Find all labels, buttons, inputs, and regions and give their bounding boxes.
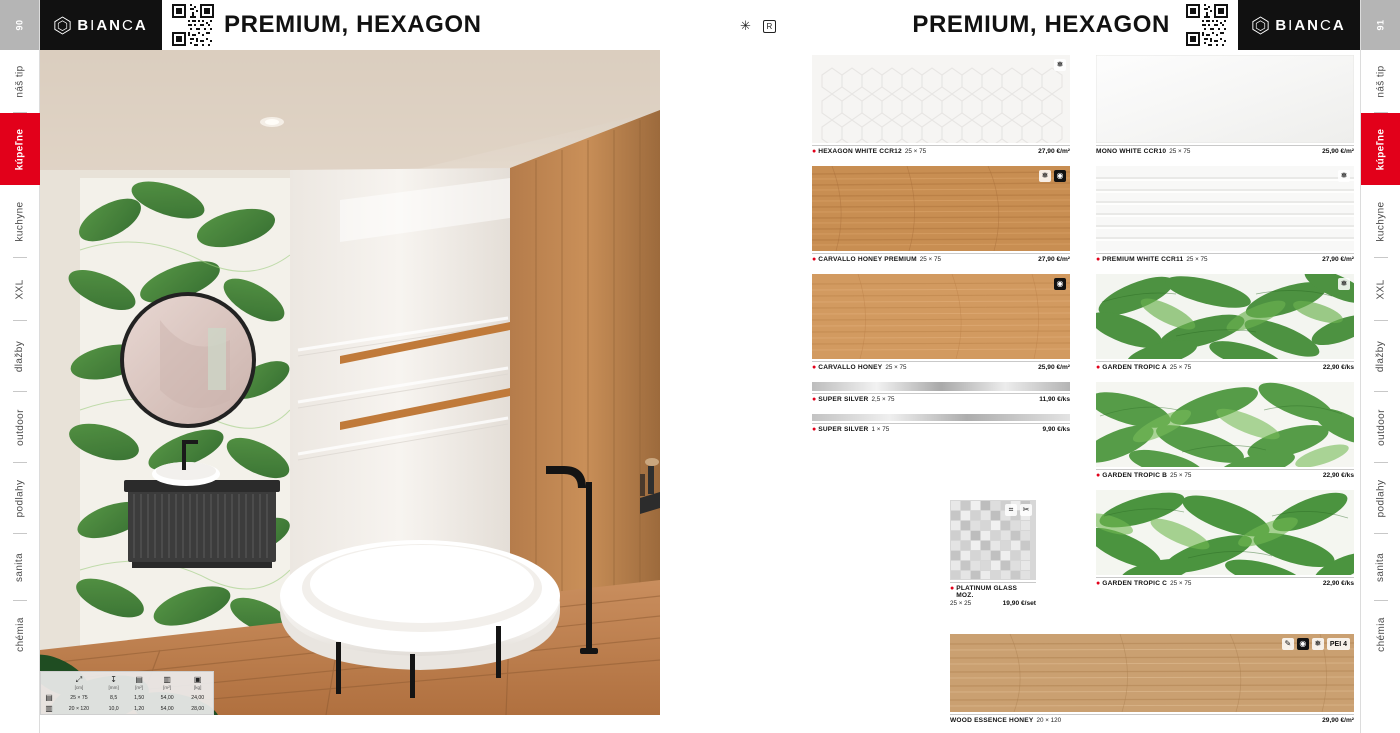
frost-icon: ❅	[1054, 59, 1066, 71]
product-price: 22,90 €/ks	[1322, 580, 1354, 587]
left-side-tabs	[0, 0, 40, 733]
badge-group	[1338, 170, 1350, 182]
frost-icon: ❅	[1338, 170, 1350, 182]
product-image-wood-essence-honey	[950, 634, 1354, 712]
sidebar-item-dlazby-left[interactable]: dlažby	[14, 340, 26, 372]
left-page-header	[40, 0, 660, 50]
product-caption	[950, 582, 1036, 607]
product-caption	[812, 423, 1070, 433]
product-caption	[1096, 145, 1354, 155]
mesh-icon: ⌗	[1005, 504, 1017, 516]
spec-unit-cm: [cm]	[74, 685, 84, 690]
frost-icon: ❅	[1039, 170, 1051, 182]
product-card-platinum-glass-mozaika[interactable]	[950, 500, 1036, 607]
sidebar-item-sanita-left[interactable]: sanita	[14, 552, 26, 582]
bullet-icon: ●	[812, 364, 817, 371]
product-name: SUPER SILVER	[818, 426, 869, 433]
product-name: CARVALLO HONEY	[818, 364, 883, 371]
specification-table	[40, 671, 214, 715]
row-icon-box: ▤	[45, 693, 53, 702]
product-image-garden-tropic-a	[1096, 274, 1354, 359]
product-card-super-silver-1[interactable]	[812, 414, 1070, 433]
right-page-number	[1361, 0, 1400, 50]
sidebar-item-kupelne-right[interactable]: kúpeľne	[1361, 113, 1400, 185]
scratch-icon: ✎	[1282, 638, 1294, 650]
product-image-mono-white	[1096, 55, 1354, 143]
product-dimension: 25 × 75	[1170, 472, 1192, 479]
hexagon-logo-icon	[1252, 16, 1269, 35]
product-price: 9,90 €/ks	[1042, 426, 1070, 433]
product-card-carvallo-honey[interactable]	[812, 274, 1070, 371]
sidebar-item-kupelne-left[interactable]: kúpeľne	[0, 113, 40, 185]
product-caption	[1096, 577, 1354, 587]
product-card-garden-tropic-b[interactable]	[1096, 382, 1354, 479]
product-dimension: 25 × 75	[919, 256, 941, 263]
badge-group	[1054, 59, 1066, 71]
bullet-icon: ●	[1096, 364, 1101, 371]
table-row: ▤ 25 × 75 8,5 1,50 54,00 24,00	[45, 693, 205, 702]
product-price: 19,90 €/set	[1002, 600, 1036, 607]
gloss-icon: ◉	[1054, 278, 1066, 290]
sidebar-item-sanita-right[interactable]: sanita	[1375, 552, 1387, 582]
product-card-premium-white[interactable]	[1096, 166, 1354, 263]
bullet-icon: ●	[1096, 256, 1101, 263]
bullet-icon: ●	[812, 426, 817, 433]
left-page-number-label: 90	[14, 19, 25, 31]
pei-rating-badge: PEI 4	[1327, 638, 1350, 650]
spec-units-row	[41, 684, 213, 692]
badge-group	[1338, 278, 1350, 290]
right-side-tabs	[1360, 0, 1400, 733]
product-card-garden-tropic-c[interactable]	[1096, 490, 1354, 587]
weight-icon: ▣	[193, 675, 202, 684]
hexagon-logo-icon	[54, 16, 71, 35]
product-image-garden-tropic-b	[1096, 382, 1354, 467]
product-image-hexagon-white	[812, 55, 1070, 143]
row-icon-pallet: ▥	[45, 704, 53, 713]
product-column-right	[1096, 55, 1354, 598]
product-price: 27,90 €/m²	[1322, 256, 1354, 263]
snowflake-icon: ✳	[740, 18, 751, 33]
sidebar-item-kuchyne-left[interactable]: kuchyne	[14, 200, 26, 242]
product-card-wood-essence-honey[interactable]	[950, 634, 1354, 724]
product-caption	[1096, 469, 1354, 479]
right-page-header	[740, 0, 1360, 50]
product-caption	[1096, 253, 1354, 263]
badge-group	[1282, 638, 1350, 650]
sidebar-item-outdoor-right[interactable]: outdoor	[1375, 408, 1387, 446]
sidebar-item-chemia-left[interactable]: chémia	[14, 616, 26, 652]
sidebar-item-nas-tip-right[interactable]: náš tip	[1375, 64, 1387, 98]
product-name: HEXAGON WHITE CCR12	[818, 148, 902, 155]
product-caption	[812, 393, 1070, 403]
product-dimension: 25 × 75	[1169, 364, 1192, 371]
product-price: 22,90 €/ks	[1322, 364, 1354, 371]
qr-code-right[interactable]	[1186, 4, 1228, 46]
product-name: SUPER SILVER	[818, 396, 869, 403]
product-name: PREMIUM WHITE CCR11	[1102, 256, 1184, 263]
bullet-icon: ●	[1096, 580, 1101, 587]
product-name: GARDEN TROPIC C	[1102, 580, 1168, 587]
frost-icon: ❅	[1312, 638, 1324, 650]
product-price: 25,90 €/m²	[1322, 148, 1354, 155]
product-dimension: 25 × 75	[1170, 580, 1192, 587]
product-dimension: 25 × 25	[950, 600, 972, 607]
rectified-icon: R	[763, 20, 776, 33]
badge-group	[1005, 504, 1032, 516]
product-name: CARVALLO HONEY PREMIUM	[818, 256, 917, 263]
product-image-super-silver-1	[812, 414, 1070, 421]
product-caption	[812, 145, 1070, 155]
product-price: 11,90 €/ks	[1039, 396, 1070, 403]
brand-logo-left-label: BIANCA	[77, 16, 148, 34]
bullet-icon: ●	[950, 585, 955, 592]
product-dimension: 20 × 120	[1036, 717, 1062, 724]
bullet-icon: ●	[812, 396, 817, 403]
product-card-garden-tropic-a[interactable]	[1096, 274, 1354, 371]
sidebar-item-xxl-left[interactable]: XXL	[14, 278, 26, 300]
product-image-premium-white	[1096, 166, 1354, 251]
thickness-icon: ↧	[110, 675, 117, 684]
right-page-number-label: 91	[1375, 19, 1386, 31]
product-dimension: 1 × 75	[871, 426, 890, 433]
spec-unit-m2-pallet: [m²]	[163, 685, 172, 690]
pallet-icon: ▥	[163, 675, 171, 684]
left-page-title: PREMIUM, HEXAGON	[224, 11, 482, 38]
product-price: 22,90 €/ks	[1322, 472, 1354, 479]
table-row: ▥ 20 × 120 10,0 1,20 54,00 28,00	[45, 704, 205, 713]
product-price: 25,90 €/m²	[1038, 364, 1070, 371]
sidebar-item-podlahy-left[interactable]: podlahy	[14, 479, 26, 517]
product-card-hexagon-white[interactable]	[812, 55, 1070, 155]
product-dimension: 25 × 75	[885, 364, 907, 371]
bathroom-hero-image	[40, 50, 660, 715]
box-icon: ▤	[135, 675, 143, 684]
right-page-title: PREMIUM, HEXAGON	[912, 11, 1170, 38]
product-card-carvallo-honey-premium[interactable]	[812, 166, 1070, 263]
spec-unit-m2-box: [m²]	[135, 685, 144, 690]
product-price: 27,90 €/m²	[1038, 256, 1070, 263]
product-dimension: 25 × 75	[1169, 148, 1191, 155]
bullet-icon: ●	[812, 148, 817, 155]
product-name: PLATINUM GLASS MOZ.	[956, 585, 1018, 599]
cut-icon: ✂	[1020, 504, 1032, 516]
bullet-icon: ●	[812, 256, 817, 263]
spec-icon-row	[41, 672, 213, 684]
badge-group	[1039, 170, 1066, 182]
product-image-platinum-glass-mozaika	[950, 500, 1036, 580]
sidebar-item-dlazby-right[interactable]: dlažby	[1375, 340, 1387, 372]
product-price: 29,90 €/m²	[1322, 717, 1354, 724]
product-dimension: 25 × 75	[904, 148, 927, 155]
badge-group	[1054, 278, 1066, 290]
product-card-mono-white[interactable]	[1096, 55, 1354, 155]
product-name: GARDEN TROPIC A	[1102, 364, 1167, 371]
bullet-icon: ●	[1096, 472, 1101, 479]
sidebar-item-chemia-right[interactable]: chémia	[1375, 616, 1387, 652]
product-image-carvallo-honey	[812, 274, 1070, 359]
sidebar-item-outdoor-left[interactable]: outdoor	[14, 408, 26, 446]
sidebar-item-xxl-right[interactable]: XXL	[1375, 278, 1387, 300]
product-price: 27,90 €/m²	[1038, 148, 1070, 155]
product-name: WOOD ESSENCE HONEY	[950, 717, 1034, 724]
product-dimension: 25 × 75	[1186, 256, 1208, 263]
sidebar-item-nas-tip-left[interactable]: náš tip	[14, 64, 26, 98]
product-caption	[1096, 361, 1354, 371]
brand-logo-right	[1238, 0, 1360, 50]
product-image-carvallo-honey-premium	[812, 166, 1070, 251]
gloss-icon: ◉	[1054, 170, 1066, 182]
sidebar-item-kuchyne-right[interactable]: kuchyne	[1375, 200, 1387, 242]
product-column-left	[812, 55, 1070, 444]
spec-unit-kg: [kg]	[193, 685, 202, 690]
product-image-garden-tropic-c	[1096, 490, 1354, 575]
product-caption	[812, 361, 1070, 371]
product-caption	[950, 714, 1354, 724]
frost-icon: ❅	[1338, 278, 1350, 290]
product-card-super-silver-25[interactable]	[812, 382, 1070, 403]
left-page-number	[0, 0, 39, 50]
sidebar-item-podlahy-right[interactable]: podlahy	[1375, 479, 1387, 517]
product-name: MONO WHITE CCR10	[1096, 148, 1167, 155]
qr-code-left[interactable]	[172, 4, 214, 46]
gloss-icon: ◉	[1297, 638, 1309, 650]
brand-logo-left	[40, 0, 162, 50]
brand-logo-right-label: BIANCA	[1275, 16, 1346, 34]
product-caption	[812, 253, 1070, 263]
product-name: GARDEN TROPIC B	[1102, 472, 1168, 479]
product-image-super-silver-25	[812, 382, 1070, 391]
spec-unit-mm: [mm]	[108, 685, 119, 690]
product-dimension: 2,5 × 75	[871, 396, 895, 403]
size-icon: ⤢	[75, 675, 83, 684]
